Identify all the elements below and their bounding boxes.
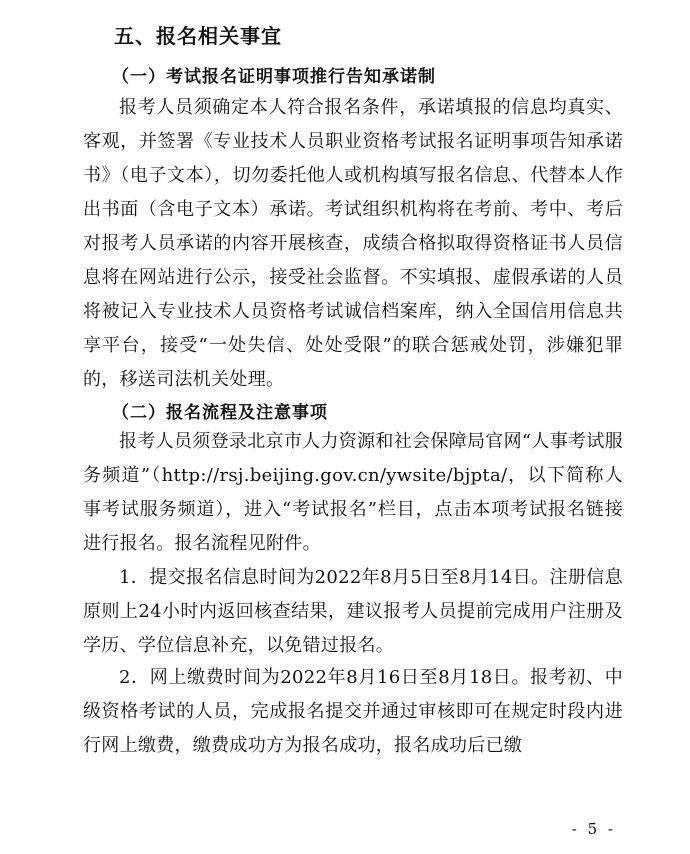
paragraph-submission-time: 1．提交报名信息时间为2022年8月5日至8月14日。注册信息原则上24小时内返回核查结果，建议报考人员提前完成用户注册及学历、学位信息补充，以免错过报名。 — [83, 567, 623, 656]
section-title: 五、报名相关事宜 — [114, 24, 282, 48]
paragraph-commitment: 报考人员须确定本人符合报名条件，承诺填报的信息均真实、客观，并签署《专业技术人员职业资格考试报名证明事项告知承诺书》（电子文本），切勿委托他人或机构填写报名信息、代替本人作出书面（含电子文本）承诺。考试组织机构将在考前、考中、考后对报考人员承诺的内容开展核查，成绩合格拟取得资格证书人员信息将在网站进行公示，接受社会监督。不实填报、虚假承诺的人员将被记入专业技术人员资格考试诚信档案库，纳入全国信用信息共享平台，接受“一处失信、处处受限”的联合惩戒处罚，涉嫌犯罪的，移送司法机关处理。 — [83, 97, 623, 390]
page-number: - 5 - — [571, 820, 616, 838]
subsection-heading-commitment: （一）考试报名证明事项推行告知承诺制 — [112, 67, 436, 87]
subsection-heading-process: （二）报名流程及注意事项 — [112, 403, 328, 423]
paragraph-registration-website: 报考人员须登录北京市人力资源和社会保障局官网“人事考试服务频道”（http://rsj.beijing.gov.cn/ywsite/bjpta/，以下简称人事考试服务频道），进入“考试报名”栏目，点击本项考试报名链接进行报名。报名流程见附件。 — [83, 431, 623, 554]
paragraph-payment-time: 2．网上缴费时间为2022年8月16日至8月18日。报考初、中级资格考试的人员，完成报名提交并通过审核即可在规定时段内进行网上缴费，缴费成功方为报名成功，报名成功后已缴 — [83, 667, 623, 756]
